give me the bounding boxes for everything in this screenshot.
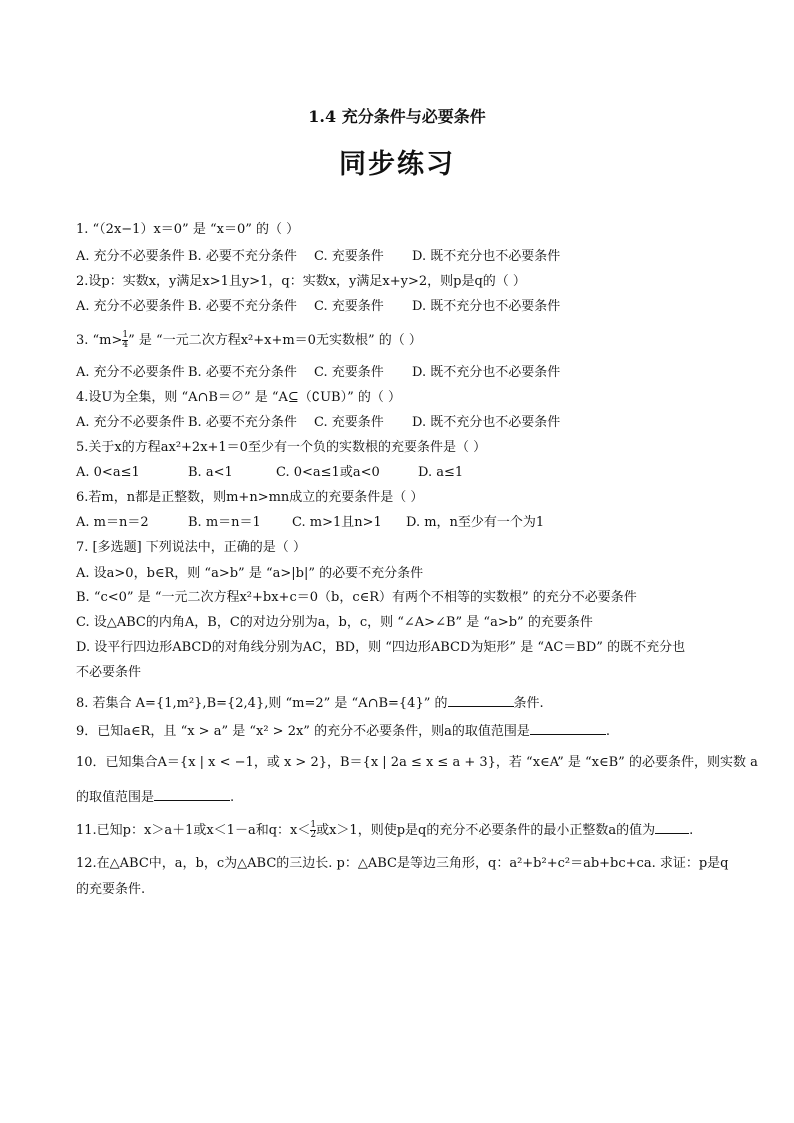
question-7-option-a: A. 设a>0，b∈R，则 “a>b” 是 “a>|b|” 的必要不充分条件 (76, 566, 424, 581)
option-c: C. 0<a≤1或a<0 (276, 465, 380, 480)
option-b: B. m＝n＝1 (188, 515, 261, 530)
question-7-option-b: B. “c<0” 是 “一元二次方程x²+bx+c＝0（b，c∈R）有两个不相等的实数根” 的充分不必要条件 (76, 590, 637, 605)
question-2-options (76, 299, 560, 315)
option-b: B. 必要不充分条件 (188, 249, 297, 264)
option-a: A. 充分不必要条件 (76, 299, 185, 314)
option-d: D. 既不充分也不必要条件 (412, 415, 561, 430)
question-3-pre: 3. “m> (76, 333, 123, 348)
question-9-post: . (605, 724, 610, 739)
option-b: B. 必要不充分条件 (188, 415, 297, 430)
fraction-numerator: 1 (122, 330, 129, 340)
question-9-pre: 9．已知a∈R，且 “x > a” 是 “x² > 2x” 的充分不必要条件，则a的取值范围是 (76, 724, 530, 739)
page-title: 同步练习 (339, 149, 455, 180)
question-1: 1. “（2x−1）x＝0” 是 “x＝0” 的（ ） (76, 222, 300, 237)
question-7-option-d-cont: 不必要条件 (76, 665, 142, 680)
question-2: 2.设p：实数x，y满足x>1且y>1，q：实数x，y满足x+y>2，则p是q的（ ） (76, 274, 526, 289)
option-b: B. a<1 (188, 465, 233, 480)
question-8-post: 条件. (513, 696, 544, 711)
question-8-pre: 8. 若集合 A={1,m²},B={2,4},则 “m=2” 是 “A∩B={4}” 的 (76, 696, 448, 711)
answer-blank[interactable] (655, 821, 689, 834)
fraction-denominator: 4 (122, 340, 129, 350)
option-c: C. 充要条件 (314, 249, 384, 264)
question-12: 12.在△ABC中，a，b，c为△ABC的三边长. p：△ABC是等边三角形，q：a²+b²+c²＝ab+bc+ca. 求证：p是q (76, 856, 729, 871)
fraction-numerator: 1 (310, 820, 317, 830)
question-9 (76, 722, 610, 740)
option-d: D. 既不充分也不必要条件 (412, 365, 561, 380)
section-heading: 1.4 充分条件与必要条件 (308, 107, 486, 126)
question-11-end: . (689, 823, 694, 838)
question-10-pre: 的取值范围是 (76, 790, 155, 805)
option-a: A. 充分不必要条件 (76, 249, 185, 264)
answer-blank[interactable] (530, 722, 606, 735)
question-4-options (76, 415, 560, 431)
option-d: D. 既不充分也不必要条件 (412, 299, 561, 314)
question-3-post: ” 是 “一元二次方程x²+x+m＝0无实数根” 的（ ） (128, 333, 422, 348)
option-d: D. a≤1 (418, 465, 464, 480)
question-7: 7. [多选题] 下列说法中，正确的是（ ） (76, 540, 306, 555)
fraction-denominator: 2 (310, 830, 317, 840)
question-11 (76, 821, 693, 840)
question-8 (76, 694, 544, 712)
question-7-option-c: C. 设△ABC的内角A，B，C的对边分别为a，b，c，则 “∠A>∠B” 是 “a>b” 的充要条件 (76, 615, 593, 630)
option-d: D. 既不充分也不必要条件 (412, 249, 561, 264)
option-b: B. 必要不充分条件 (188, 365, 297, 380)
question-10-post: . (230, 790, 235, 805)
question-6-options (76, 515, 544, 531)
question-7-option-d: D. 设平行四边形ABCD的对角线分别为AC，BD，则 “四边形ABCD为矩形” 是 “AC＝BD” 的既不充分也 (76, 640, 686, 655)
question-6: 6.若m，n都是正整数，则m+n>mn成立的充要条件是（ ） (76, 490, 424, 505)
option-c: C. m>1且n>1 (292, 515, 382, 530)
question-10-cont (76, 788, 234, 806)
option-a: A. 充分不必要条件 (76, 415, 185, 430)
option-a: A. 0<a≤1 (76, 465, 140, 480)
question-1-options (76, 249, 560, 265)
option-a: A. m＝n＝2 (76, 515, 149, 530)
option-c: C. 充要条件 (314, 365, 384, 380)
question-5: 5.关于x的方程ax²+2x+1＝0至少有一个负的实数根的充要条件是（ ） (76, 440, 487, 455)
question-11-post: 或x＞1，则使p是q的充分不必要条件的最小正整数a的值为 (316, 823, 656, 838)
question-4: 4.设U为全集，则 “A∩B＝∅” 是 “A⊆（∁UB）” 的（ ） (76, 390, 402, 405)
question-10: 10．已知集合A＝{x | x < −1，或 x > 2}，B＝{x | 2a ≤ x ≤ a + 3}，若 “x∈A” 是 “x∈B” 的必要条件，则实数 a (76, 755, 758, 770)
question-5-options (76, 465, 463, 481)
option-d: D. m，n至少有一个为1 (406, 515, 545, 530)
question-12-cont: 的充要条件. (76, 882, 146, 897)
question-3-options (76, 365, 560, 381)
option-b: B. 必要不充分条件 (188, 299, 297, 314)
answer-blank[interactable] (154, 788, 230, 801)
question-11-pre: 11.已知p：x＞a＋1或x＜1－a和q：x＜ (76, 823, 311, 838)
question-3 (76, 331, 422, 350)
option-c: C. 充要条件 (314, 415, 384, 430)
option-c: C. 充要条件 (314, 299, 384, 314)
option-a: A. 充分不必要条件 (76, 365, 185, 380)
answer-blank[interactable] (448, 694, 514, 707)
